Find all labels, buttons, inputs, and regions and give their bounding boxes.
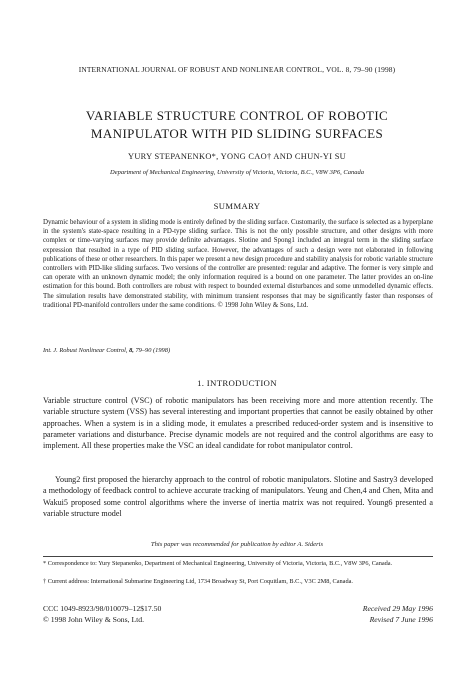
abstract-text: Dynamic behaviour of a system in sliding mode is entirely defined by the sliding surface. Customarily, the surface is selected as a hyperplane in the system's state-space resulting in a PD-type sliding surface. This is not the only possible structure, and other designs with more complex or time-varying surfaces may provide definite advantages. Slotine and Spong1 included an integral term in the sliding surface expression that resulted in a type of PID sliding surface. However, the advantages of such a design were not elaborated in following publications of these or other researchers. In this paper we present a new design procedure and stability analysis for robotic variable structure controllers with PID-like sliding surfaces. Two versions of the controller are presented: regular and adaptive. The former is very simple and can operate with an unknown dynamic model; the only information required is a bound on one parameter. The latter provides an on-line estimation for this bound. Both controllers are robust with respect to bounded external disturbances and some unmodelled dynamic effects. The simulation results have demonstrated stability, with minimum transient responses that may be significantly faster than responses of traditional PD-manifold controllers under the same conditions. © 1998 John Wiley & Sons, Ltd. [43,219,433,309]
footnote-divider [43,556,433,557]
copyright-notice: © 1998 John Wiley & Sons, Ltd. [43,615,145,624]
publication-info [43,603,161,625]
title-line-1: VARIABLE STRUCTURE CONTROL OF ROBOTIC [85,108,389,123]
ccc-code: CCC 1049-8923/98/010079–12$17.50 [43,604,162,613]
footnote-correspondence: * Correspondence to: Yury Stepanenko, Department of Mechanical Engineering, University of Victoria, Victoria, B.C., V8W 3P6, Canada. [43,560,393,567]
citation-pages: 79–90 (1998) [135,347,171,354]
author-list: YURY STEPANENKO*, YONG CAO† AND CHUN-YI SU [127,152,347,161]
title-line-2: MANIPULATOR WITH PID SLIDING SURFACES [90,126,384,141]
citation-line [43,347,433,354]
revised-date: Revised 7 June 1996 [369,615,433,624]
section-heading-introduction: 1. INTRODUCTION [197,378,277,388]
received-date: Received 29 May 1996 [362,604,433,613]
intro-paragraph-1: Variable structure control (VSC) of robotic manipulators has been receiving more and more attention recently. The variable structure system (VSS) has several interesting and important properties that cannot be easily obtained by other approaches. When a system is in a sliding mode, it emulates a prescribed reduced-order system and is insensitive to parameter variations and disturbance. Precise dynamic models are not required and the control algorithms are easy to implement. All these properties make the VSC an ideal candidate for robot manipulator control. [43,396,433,451]
summary-heading: SUMMARY [213,201,261,211]
journal-header: INTERNATIONAL JOURNAL OF ROBUST AND NONLINEAR CONTROL, VOL. 8, 79–90 (1998) [78,65,396,74]
citation-volume: 8, [129,347,134,354]
footnote-current-address: † Current address: International Submarine Engineering Ltd, 1734 Broadway St, Port Coquitlam, B.C., V3C 2M8, Canada. [43,578,353,585]
citation-journal: Int. J. Robust Nonlinear Control, [43,347,128,354]
intro-paragraph-2: Young2 first proposed the hierarchy approach to the control of robotic manipulators. Slotine and Sastry3 developed a methodology of feedback control to achieve accurate tracking of manipulators. Yeung and Chen,4 and Chen, Mita and Wakui5 proposed some control algorithms where the inverse of inertia matrix was not required. Young6 presented a variable structure model [43,475,433,518]
paper-title [40,107,434,143]
author-affiliation: Department of Mechanical Engineering, University of Victoria, Victoria, B.C., V8W 3P6, Canada [110,169,364,176]
editor-recommendation: This paper was recommended for publication by editor A. Sideris [150,541,324,548]
submission-dates [300,603,433,625]
